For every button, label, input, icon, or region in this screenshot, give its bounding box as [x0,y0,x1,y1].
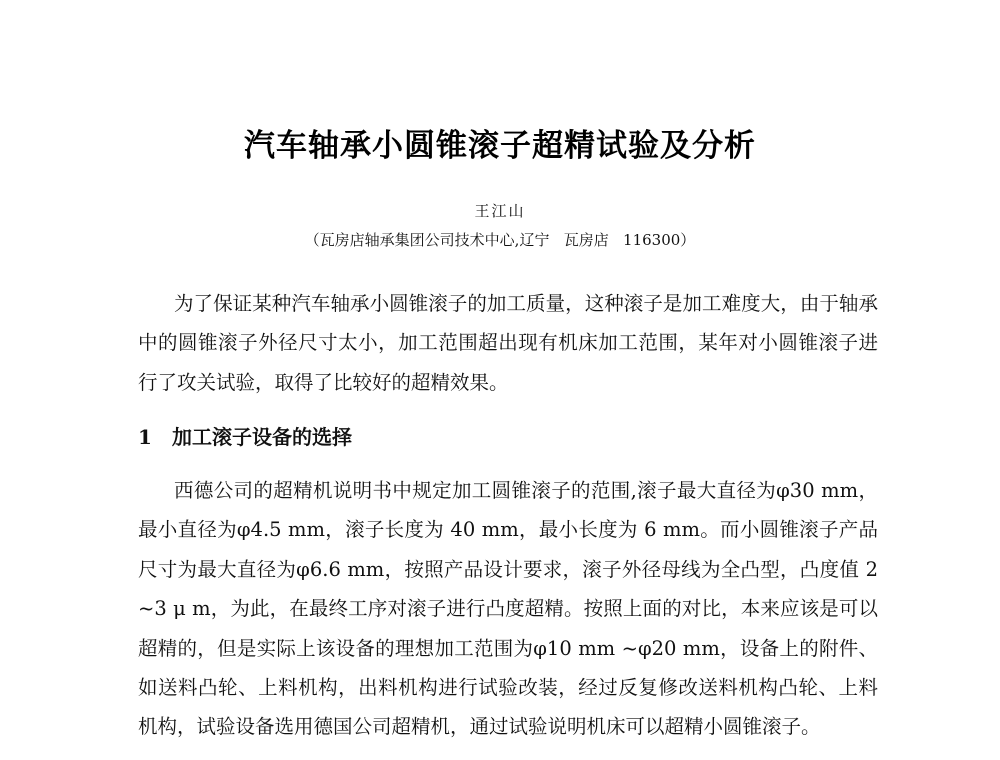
section-paragraph: 西德公司的超精机说明书中规定加工圆锥滚子的范围,滚子最大直径为φ30 mm，最小直径为φ4.5 mm，滚子长度为 40 mm，最小长度为 6 mm。而小圆锥滚子产品尺寸为最大直径为φ6.6 mm，按照产品设计要求，滚子外径母线为全凸型，凸度值 2 ~3 μ m，为此，在最终工序对滚子进行凸度超精。按照上面的对比，本来应该是可以超精的，但是实际上该设备的理想加工范围为φ10 mm ~φ20 mm，设备上的附件、如送料凸轮、上料机构，出料机构进行试验改装，经过反复修改送料机构凸轮、上料机构，试验设备选用德国公司超精机，通过试验说明机床可以超精小圆锥滚子。 [138,479,878,739]
paper-title: 汽车轴承小圆锥滚子超精试验及分析 [244,128,756,164]
section-title: 加工滚子设备的选择 [172,425,352,449]
section-number: 1 [138,425,152,449]
author-name: 王江山 [474,202,526,220]
author-affiliation: （瓦房店轴承集团公司技术中心,辽宁 瓦房店 116300） [304,231,696,249]
intro-paragraph: 为了保证某种汽车轴承小圆锥滚子的加工质量，这种滚子是加工难度大，由于轴承中的圆锥滚子外径尺寸太小，加工范围超出现有机床加工范围，某年对小圆锥滚子进行了攻关试验，取得了比较好的超精效果。 [138,292,878,394]
section-heading [138,421,352,450]
